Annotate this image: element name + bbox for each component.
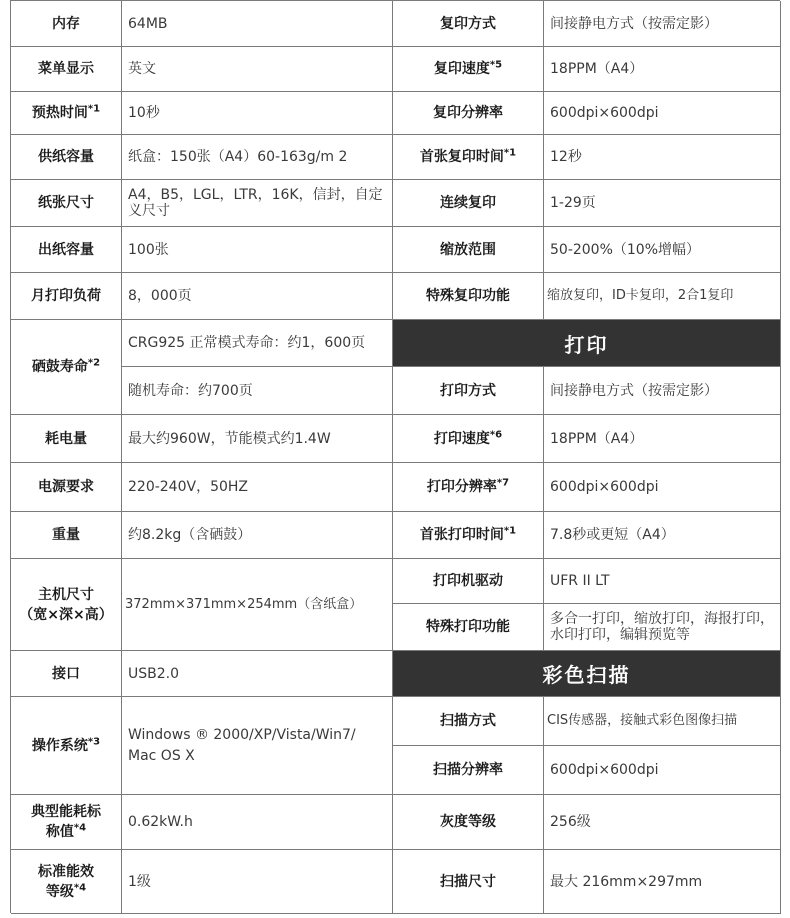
footnote-mark: *1 <box>87 103 101 115</box>
footnote-mark: *4 <box>73 822 87 834</box>
printer-driver-label-text: 打印机驱动 <box>433 573 503 589</box>
gray-levels-label-text: 灰度等级 <box>440 814 496 830</box>
footnote-mark: *1 <box>503 525 517 537</box>
footnote-mark: *5 <box>489 59 503 71</box>
print-method-label-text: 打印方式 <box>440 382 496 399</box>
print-speed-label <box>393 415 544 463</box>
menu-display-label-text: 菜单显示 <box>38 61 94 77</box>
print-speed-value: 18PPM（A4） <box>544 415 781 463</box>
drum-life-label <box>11 320 122 415</box>
memory-label-text: 内存 <box>52 15 80 32</box>
drum-life-random-value: 随机寿命：约700页 <box>122 367 393 415</box>
scan-size-label-text: 扫描尺寸 <box>440 873 496 890</box>
print-method-value: 间接静电方式（按需定影） <box>544 367 781 415</box>
spec-table <box>10 0 780 913</box>
print-resolution-value: 600dpi×600dpi <box>544 463 781 512</box>
scan-method-label-text: 扫描方式 <box>440 713 496 729</box>
print-resolution-label-text: 打印分辨率 <box>426 479 497 495</box>
footnote-mark: *2 <box>87 357 101 369</box>
menu-display-label <box>11 47 122 92</box>
output-capacity-label <box>11 227 122 273</box>
print-section-header: 打印 <box>393 320 781 367</box>
paper-capacity-label <box>11 135 122 180</box>
printer-driver-label <box>393 559 544 604</box>
continuous-copy-label-text: 连续复印 <box>440 195 496 211</box>
memory-value: 64MB <box>122 1 393 47</box>
scan-section-header: 彩色扫描 <box>393 651 781 697</box>
copy-speed-value: 18PPM（A4） <box>544 47 781 92</box>
footnote-mark: *3 <box>87 735 101 747</box>
zoom-range-value: 50-200%（10%增幅） <box>544 227 781 273</box>
menu-display-value: 英文 <box>122 47 393 92</box>
power-requirement-label <box>11 463 122 512</box>
first-copy-time-value: 12秒 <box>544 135 781 180</box>
interface-label-text: 接口 <box>52 665 80 682</box>
copy-resolution-label-text: 复印分辨率 <box>433 105 503 121</box>
output-capacity-label-text: 出纸容量 <box>38 241 94 258</box>
monthly-duty-value: 8，000页 <box>122 273 393 320</box>
special-print-label-text: 特殊打印功能 <box>426 619 510 635</box>
copy-method-label-text: 复印方式 <box>440 15 496 32</box>
interface-label <box>11 651 122 697</box>
scan-resolution-value: 600dpi×600dpi <box>544 746 781 795</box>
os-value-line2: Mac OS X <box>128 747 195 764</box>
copy-method-label <box>393 1 544 47</box>
energy-grade-label-line2: 等级 <box>45 883 74 900</box>
scan-size-label <box>393 850 544 914</box>
tec-label-line1: 典型能耗标 <box>31 804 101 820</box>
warmup-time-label-text: 预热时间 <box>31 105 88 121</box>
warmup-time-label <box>11 92 122 135</box>
scan-size-value: 最大 216mm×297mm <box>544 850 781 914</box>
zoom-range-label-text: 缩放范围 <box>440 241 496 258</box>
first-print-time-label-text: 首张打印时间 <box>419 527 504 543</box>
weight-label-text: 重量 <box>52 527 80 543</box>
os-label-text: 操作系统 <box>31 737 88 754</box>
footnote-mark: *4 <box>73 881 87 893</box>
first-print-time-label <box>393 512 544 559</box>
monthly-duty-label <box>11 273 122 320</box>
printer-driver-value: UFR II LT <box>544 559 781 604</box>
first-copy-time-label-text: 首张复印时间 <box>419 149 504 165</box>
energy-grade-label <box>11 850 122 914</box>
power-requirement-label-text: 电源要求 <box>38 479 94 495</box>
paper-size-label-text: 纸张尺寸 <box>38 195 94 211</box>
scan-method-label <box>393 697 544 746</box>
print-speed-label-text: 打印速度 <box>433 430 490 447</box>
dimensions-value: 372mm×371mm×254mm（含纸盒） <box>122 559 393 651</box>
copy-resolution-value: 600dpi×600dpi <box>544 92 781 135</box>
tec-label-line2: 称值 <box>45 824 74 840</box>
monthly-duty-label-text: 月打印负荷 <box>31 288 101 304</box>
memory-label <box>11 1 122 47</box>
special-copy-label <box>393 273 544 320</box>
special-copy-value: 缩放复印，ID卡复印，2合1复印 <box>544 273 781 320</box>
energy-grade-value: 1级 <box>122 850 393 914</box>
continuous-copy-label <box>393 180 544 227</box>
copy-resolution-label <box>393 92 544 135</box>
power-requirement-value: 220-240V，50HZ <box>122 463 393 512</box>
tec-label <box>11 795 122 850</box>
drum-life-normal-value: CRG925 正常模式寿命：约1，600页 <box>122 320 393 367</box>
paper-capacity-value: 纸盒：150张（A4）60-163g/m 2 <box>122 135 393 180</box>
weight-value: 约8.2kg（含硒鼓） <box>122 512 393 559</box>
paper-capacity-label-text: 供纸容量 <box>38 149 94 165</box>
dimensions-label-line1: 主机尺寸 <box>38 586 94 603</box>
footnote-mark: *1 <box>503 147 517 159</box>
output-capacity-value: 100张 <box>122 227 393 273</box>
power-consumption-label-text: 耗电量 <box>45 430 87 447</box>
first-print-time-value: 7.8秒或更短（A4） <box>544 512 781 559</box>
special-print-value: 多合一打印，缩放打印，海报打印，水印打印，编辑预览等 <box>544 604 781 651</box>
paper-size-value: A4，B5，LGL，LTR，16K，信封，自定义尺寸 <box>122 180 393 227</box>
energy-grade-label-line1: 标准能效 <box>38 863 94 880</box>
drum-life-label-text: 硒鼓寿命 <box>31 359 88 375</box>
os-label <box>11 697 122 795</box>
warmup-time-value: 10秒 <box>122 92 393 135</box>
copy-method-value: 间接静电方式（按需定影） <box>544 1 781 47</box>
print-method-label <box>393 367 544 415</box>
scan-resolution-label <box>393 746 544 795</box>
print-resolution-label <box>393 463 544 512</box>
continuous-copy-value: 1-29页 <box>544 180 781 227</box>
weight-label <box>11 512 122 559</box>
paper-size-label <box>11 180 122 227</box>
os-value-line1: Windows ® 2000/XP/Vista/Win7/ <box>128 726 356 743</box>
footnote-mark: *6 <box>489 428 503 440</box>
dimensions-label <box>11 559 122 651</box>
scan-resolution-label-text: 扫描分辨率 <box>433 762 503 778</box>
interface-value: USB2.0 <box>122 651 393 697</box>
footnote-mark: *7 <box>496 477 510 489</box>
first-copy-time-label <box>393 135 544 180</box>
special-copy-label-text: 特殊复印功能 <box>426 288 510 304</box>
gray-levels-value: 256级 <box>544 795 781 850</box>
dimensions-label-line2: （宽×深×高） <box>19 606 113 623</box>
special-print-label <box>393 604 544 651</box>
tec-value: 0.62kW.h <box>122 795 393 850</box>
copy-speed-label <box>393 47 544 92</box>
power-consumption-label <box>11 415 122 463</box>
zoom-range-label <box>393 227 544 273</box>
gray-levels-label <box>393 795 544 850</box>
copy-speed-label-text: 复印速度 <box>433 61 490 77</box>
power-consumption-value: 最大约960W，节能模式约1.4W <box>122 415 393 463</box>
os-value <box>122 697 393 795</box>
scan-method-value: CIS传感器，接触式彩色图像扫描 <box>544 697 781 746</box>
